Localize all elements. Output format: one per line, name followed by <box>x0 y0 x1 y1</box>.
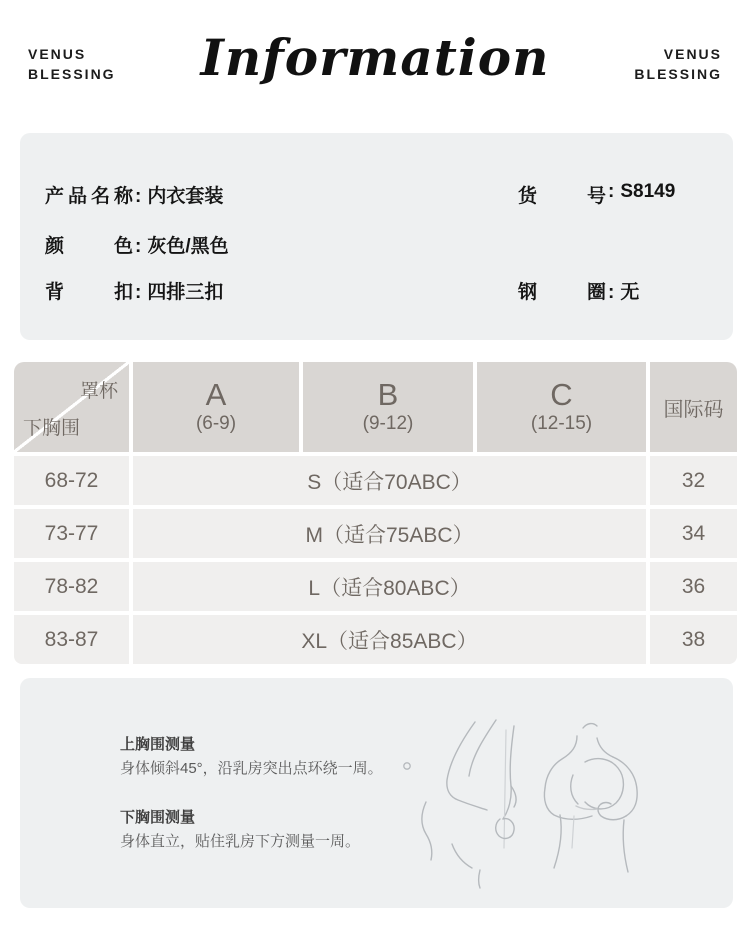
separator: : <box>608 282 615 303</box>
cup-range: (12-15) <box>530 413 593 434</box>
under-bust-measure-desc: 身体直立，贴住乳房下方测量一周。 <box>120 833 361 850</box>
product-name-label: 产品名称 <box>45 186 133 207</box>
cup-letter: A <box>205 377 227 412</box>
size-cell: M（适合75ABC） <box>133 509 646 558</box>
separator: : <box>135 282 142 303</box>
upper-bust-measure-desc: 身体倾斜45°，沿乳房突出点环绕一周。 <box>120 760 383 777</box>
separator: : <box>135 236 142 257</box>
product-name-pair <box>45 181 223 208</box>
color-label: 颜色 <box>45 236 133 257</box>
measurement-guide-panel <box>20 678 733 908</box>
item-number-value: S8149 <box>620 181 676 202</box>
cup-letter: B <box>377 377 399 412</box>
measurement-pose-illustration <box>400 698 700 893</box>
brand-line2: BLESSING <box>28 66 116 82</box>
info-row-product <box>45 181 713 207</box>
column-header-b <box>303 362 473 452</box>
item-number-pair <box>518 181 675 208</box>
page-title: Information <box>200 28 550 87</box>
size-table <box>14 362 737 664</box>
intl-size-cell: 32 <box>650 456 737 505</box>
column-header-c <box>477 362 646 452</box>
underwire-value: 无 <box>620 282 640 303</box>
figure-front-illustration <box>544 724 637 872</box>
brand-line1: VENUS <box>663 46 722 62</box>
under-bust-measure-title: 下胸围测量 <box>120 809 196 826</box>
table-corner-cell <box>14 362 129 452</box>
size-cell: XL（适合85ABC） <box>133 615 646 664</box>
size-cell: S（适合70ABC） <box>133 456 646 505</box>
underwire-pair <box>518 277 639 304</box>
cup-range: (9-12) <box>362 413 414 434</box>
info-row-color <box>45 231 713 257</box>
brand-right <box>634 44 722 84</box>
color-value: 灰色/黑色 <box>147 236 229 257</box>
color-pair <box>45 231 229 258</box>
cup-size-header: 罩杯 <box>79 381 118 402</box>
intl-size-cell: 38 <box>650 615 737 664</box>
info-row-clasp <box>45 277 713 303</box>
cup-letter: C <box>550 377 573 412</box>
column-header-a <box>133 362 299 452</box>
underbust-range-cell: 78-82 <box>14 562 129 611</box>
underbust-range-cell: 73-77 <box>14 509 129 558</box>
separator: : <box>135 186 142 207</box>
intl-size-cell: 34 <box>650 509 737 558</box>
underwire-label: 钢圈 <box>518 282 606 303</box>
brand-line2: BLESSING <box>634 66 722 82</box>
intl-size-cell: 36 <box>650 562 737 611</box>
brand-line1: VENUS <box>28 46 87 62</box>
upper-bust-measure-title: 上胸围测量 <box>120 736 196 753</box>
size-cell: L（适合80ABC） <box>133 562 646 611</box>
back-clasp-value: 四排三扣 <box>147 282 224 303</box>
separator: : <box>608 181 615 202</box>
cup-range: (6-9) <box>195 413 237 434</box>
underbust-range-cell: 83-87 <box>14 615 129 664</box>
item-number-label: 货号 <box>518 186 606 207</box>
back-clasp-label: 背扣 <box>45 282 133 303</box>
back-clasp-pair <box>45 277 223 304</box>
intl-size-header: 国际码 <box>650 362 737 452</box>
underbust-header: 下胸围 <box>23 418 81 439</box>
underbust-range-cell: 68-72 <box>14 456 129 505</box>
product-info-panel <box>20 133 733 340</box>
figure-side-illustration <box>422 720 516 888</box>
product-name-value: 内衣套装 <box>147 186 224 207</box>
tape-end-icon <box>404 763 410 769</box>
